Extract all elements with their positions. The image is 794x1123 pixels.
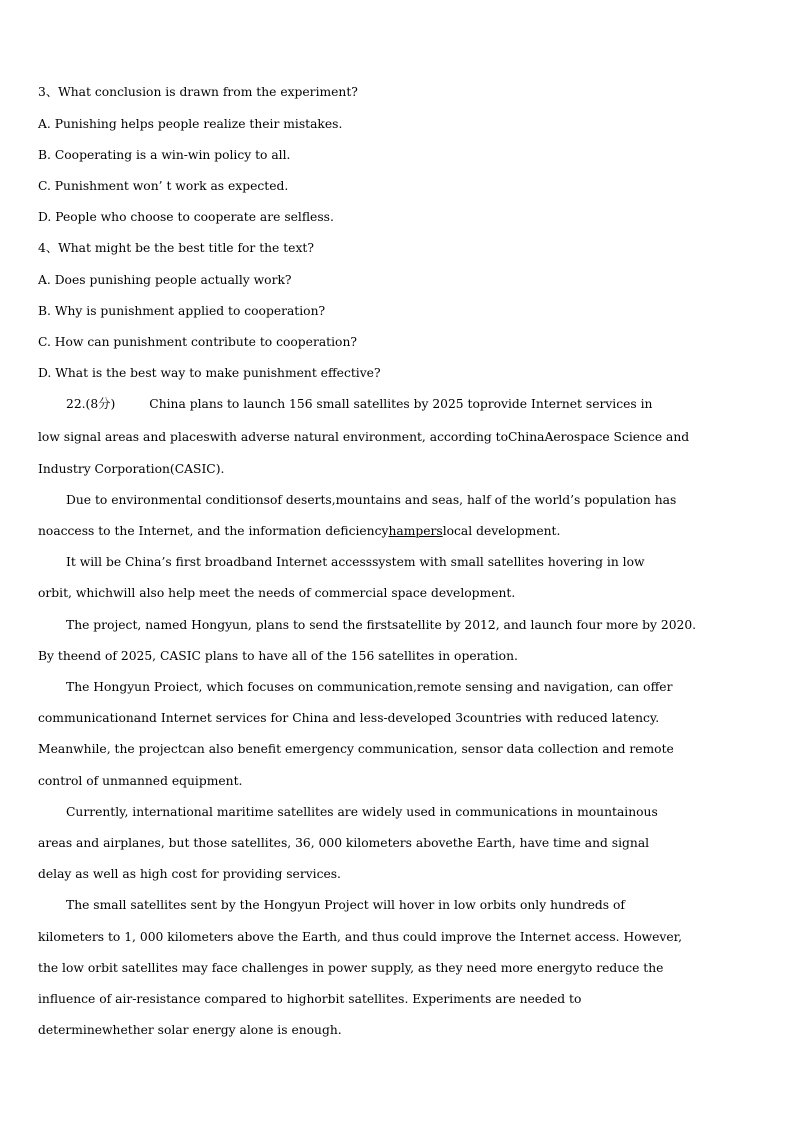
paragraph-2-line-1: Due to environmental conditionsof deserts,mountains and seas, half of the world’s population has [66,493,677,507]
paragraph-6-line-3: delay as well as high cost for providing services. [38,867,341,881]
passage-first-line [66,396,758,412]
question-3-option-d: D. People who choose to cooperate are selfless. [38,210,334,224]
paragraph-5-line-2: communicationand Internet services for China and less-developed 3countries with reduced latency. [38,711,660,725]
paragraph-6-line-1: Currently, international maritime satellites are widely used in communications in mountainous [66,805,658,819]
paragraph-7-line-4: influence of air-resistance compared to highorbit satellites. Experiments are needed to [38,992,582,1006]
underlined-word: hampers [388,524,443,538]
question-4-option-d: D. What is the best way to make punishment effective? [38,366,381,380]
paragraph-2-text-after: local development. [442,524,561,538]
question-3-option-c: C. Punishment won’ t work as expected. [38,179,289,193]
paragraph-5-line-1: The Hongyun Proiect, which focuses on communication,remote sensing and navigation, can offer [66,680,673,694]
paragraph-1-line-1: China plans to launch 156 small satellites by 2025 toprovide Internet services in [149,397,653,411]
paragraph-3-line-2: orbit, whichwill also help meet the needs of commercial space development. [38,586,516,600]
question-4-option-c: C. How can punishment contribute to cooperation? [38,335,357,349]
paragraph-2-line-2 [38,523,758,539]
paragraph-4-line-1: The project, named Hongyun, plans to send the firstsatellite by 2012, and launch four more by 2020. [66,618,697,632]
paragraph-7-line-5: determinewhether solar energy alone is enough. [38,1023,342,1037]
paragraph-2-text-before: noaccess to the Internet, and the information deficiency [38,524,389,538]
question-4-stem: 4、What might be the best title for the text? [38,241,314,255]
paragraph-1-line-3: Industry Corporation(CASIC). [38,462,225,476]
question-3-option-a: A. Punishing helps people realize their mistakes. [38,117,343,131]
paragraph-7-line-3: the low orbit satellites may face challenges in power supply, as they need more energyto reduce the [38,961,664,975]
question-4-option-b: B. Why is punishment applied to cooperation? [38,304,326,318]
question-3-option-b: B. Cooperating is a win-win policy to all. [38,148,291,162]
paragraph-5-line-4: control of unmanned equipment. [38,774,243,788]
paragraph-1-line-2: low signal areas and placeswith adverse natural environment, according toChinaAerospace Science and [38,430,690,444]
paragraph-3-line-1: It will be China’s first broadband Internet accesssystem with small satellites hovering in low [66,555,645,569]
paragraph-5-line-3: Meanwhile, the projectcan also benefit emergency communication, sensor data collection and remote [38,742,674,756]
passage-heading: 22.(8分) [66,397,116,411]
paragraph-7-line-2: kilometers to 1, 000 kilometers above the Earth, and thus could improve the Internet access. However, [38,930,683,944]
paragraph-4-line-2: By theend of 2025, CASIC plans to have all of the 156 satellites in operation. [38,649,518,663]
question-3-stem: 3、What conclusion is drawn from the experiment? [38,85,358,99]
paragraph-6-line-2: areas and airplanes, but those satellites, 36, 000 kilometers abovethe Earth, have time and signal [38,836,650,850]
question-4-option-a: A. Does punishing people actually work? [38,273,292,287]
paragraph-7-line-1: The small satellites sent by the Hongyun Project will hover in low orbits only hundreds of [66,898,625,912]
